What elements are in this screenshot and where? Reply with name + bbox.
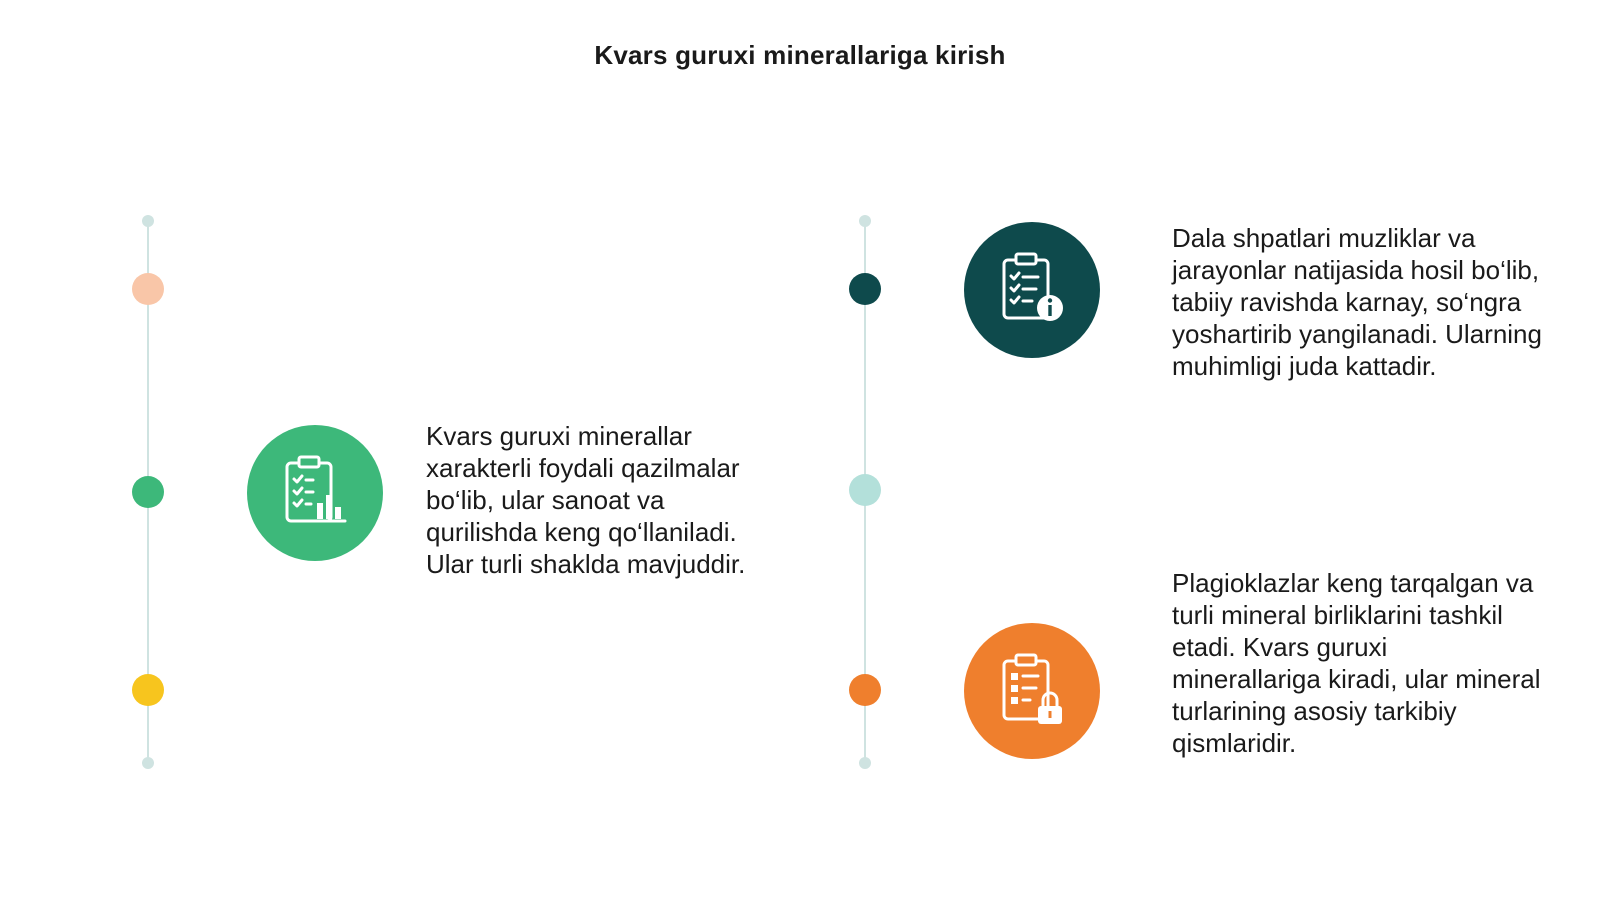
right-timeline-dot-teal: [849, 273, 881, 305]
item-text-quartz: Kvars guruxi minerallar xarakterli foydali qazilmalar bo‘lib, ular sanoat va qurilishda keng qo‘llaniladi. Ular turli shaklda mavjuddir.: [426, 421, 746, 579]
left-timeline-dot-green: [132, 476, 164, 508]
page-title: Kvars guruxi minerallariga kirish: [594, 40, 1006, 70]
right-timeline-dot-mint: [849, 474, 881, 506]
clipboard-info-icon: [964, 222, 1100, 358]
left-timeline-dot-peach: [132, 273, 164, 305]
left-timeline-start-cap: [142, 215, 154, 227]
item-text-plagioclase: Plagioklazlar keng tarqalgan va turli mineral birliklarini tashkil etadi. Kvars guruxi minerallariga kiradi, ular mineral turlarining asosiy tarkibiy qismlaridir.: [1172, 568, 1541, 758]
left-timeline-end-cap: [142, 757, 154, 769]
clipboard-lock-icon: [964, 623, 1100, 759]
right-timeline-dot-orange: [849, 674, 881, 706]
right-timeline-start-cap: [859, 215, 871, 227]
item-text-feldspar: Dala shpatlari muzliklar va jarayonlar natijasida hosil bo‘lib, tabiiy ravishda karnay, so‘ngra yoshartirib yangilanadi. Ularning muhimligi juda kattadir.: [1172, 223, 1542, 381]
left-timeline-dot-yellow: [132, 674, 164, 706]
right-timeline-end-cap: [859, 757, 871, 769]
clipboard-chart-icon: [247, 425, 383, 561]
